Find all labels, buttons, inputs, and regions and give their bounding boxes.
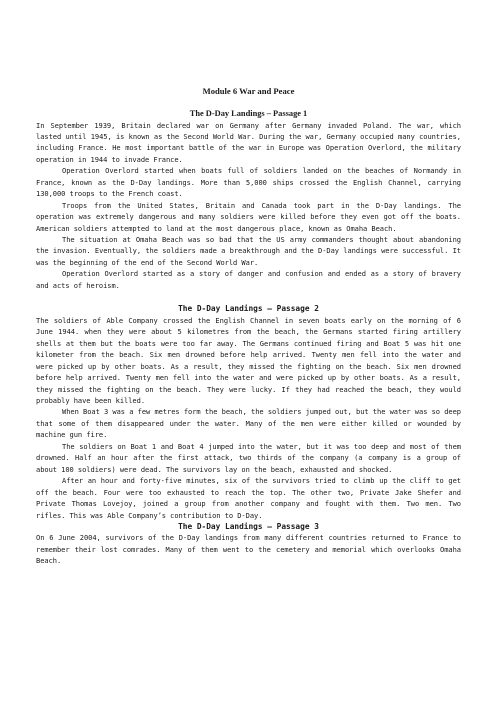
passage-2-paragraph: After an hour and forty-five minutes, six of the survivors tried to climb up the cliff to get off the beach. Four were too exhausted to reach the top. The other two, Private Jake Shefer and Private Thomas Lovejoy, joined a group from another company and fought with them. Two men. Two rifles. This was Able Company’s contribution to D-Day. (36, 476, 461, 520)
passage-1-paragraph: The situation at Omaha Beach was so bad that the US army commanders thought about abandoning the invasion. Eventually, the soldiers made a breakthrough and the D-Day landings were successful. It was the beginning of the end of the Second World War. (36, 235, 461, 267)
passage-3-heading: The D-Day Landings – Passage 3 (178, 521, 319, 531)
document-page (36, 84, 461, 567)
passage-2-paragraph: When Boat 3 was a few metres form the beach, the soldiers jumped out, but the water was so deep that some of them disappeared under the water. Many of the men were either killed or wounded by machine gun fire. (36, 407, 461, 440)
passage-3-paragraph: On 6 June 2004, survivors of the D-Day landings from many different countries returned to France to remember their lost comrades. Many of them went to the cemetery and memorial which overlooks Omaha Beach. (36, 533, 461, 566)
passage-2-heading: The D-Day Landings – Passage 2 (178, 304, 319, 314)
passage-1-paragraph: In September 1939, Britain declared war on Germany after Germany invaded Poland. The war, which lasted until 1945, is known as the Second World War. During the war, Germany occupied many countries, including France. He most important battle of the war in Europe was Operation Overlord, the military operation in 1944 to invade France. (36, 120, 461, 164)
passage-2-paragraph: The soldiers on Boat 1 and Boat 4 jumped into the water, but it was too deep and most of them drowned. Half an hour after the first attack, two thirds of the company (a company is a group of about 100 soldiers) were dead. The survivors lay on the beach, exhausted and shocked. (36, 441, 461, 474)
passage-1-paragraph: Troops from the United States, Britain and Canada took part in the D-Day landings. The operation was extremely dangerous and many soldiers were killed before they even got off the boats. American soldiers attempted to land at the most dangerous place, known as Omaha Beach. (36, 200, 461, 233)
document-title: Module 6 War and Peace (202, 86, 295, 96)
passage-1-paragraph: Operation Overlord started when boats full of soldiers landed on the beaches of Normandy in France, known as the D-Day landings. More than 5,000 ships crossed the English Channel, carrying 130,000 troops to the French coast. (36, 166, 461, 199)
passage-2-paragraph: The soldiers of Able Company crossed the English Channel in seven boats early on the morning of 6 June 1944. when they were about 5 kilometres from the beach, the Germans started firing artillery shells at them but the boats were too far away. The Germans continued firing and Boat 5 was hit one kilometer from the beach. Six men drowned before help arrived. Twenty men fell into the water and were picked up by other boats. As a result, they missed the fighting on the beach. Six men drowned before help arrived. Twenty men fell into the water and were picked up by other boats. As a result, they missed the fighting on the beach. They were lucky. If they had reached the beach, they would probably have been killed. (36, 315, 461, 405)
passage-1-heading: The D-Day Landings – Passage 1 (189, 109, 308, 118)
passage-1-paragraph: Operation Overlord started as a story of danger and confusion and ended as a story of bravery and acts of heroism. (36, 269, 461, 290)
